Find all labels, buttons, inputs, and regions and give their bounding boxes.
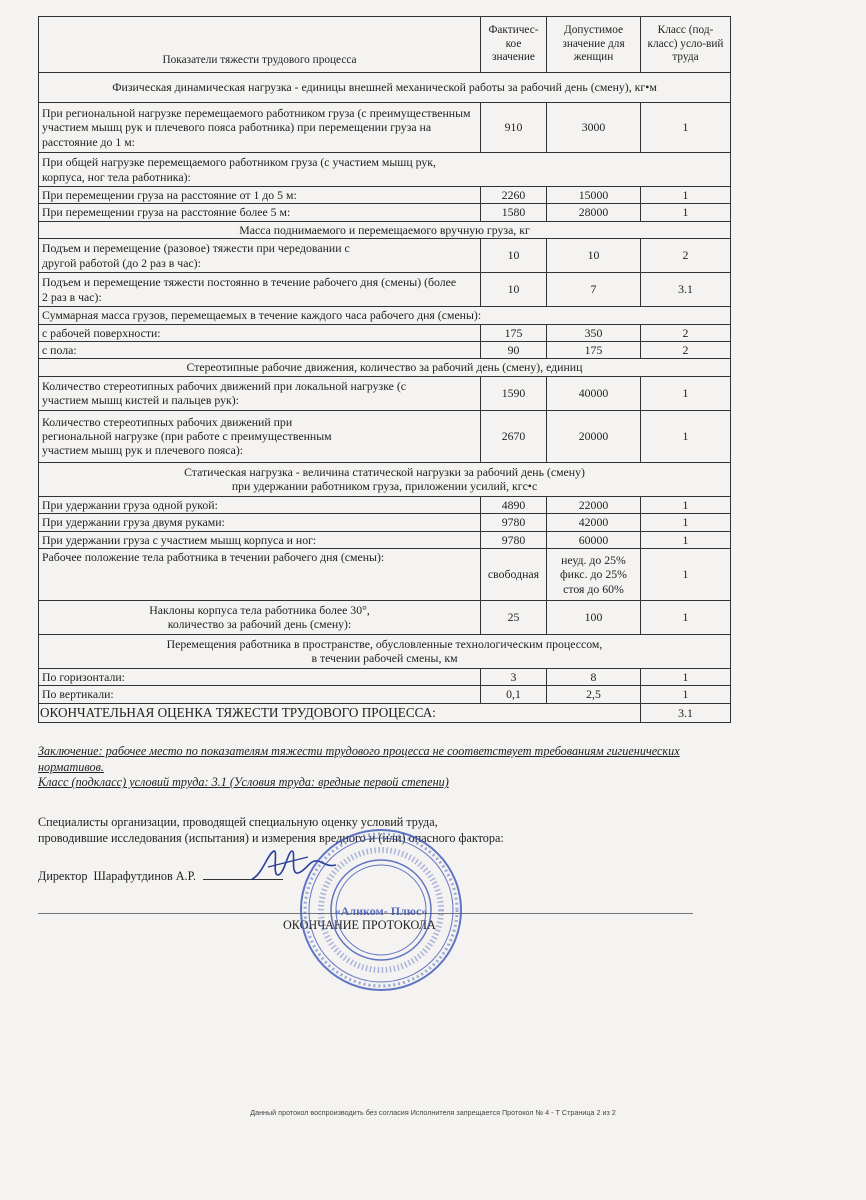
header-actual: Фактичес-кое значение [481, 17, 547, 73]
row-label: При удержании груза с участием мышц корпуса и ног: [39, 531, 481, 548]
row-allowed: 15000 [547, 187, 641, 204]
static-title-line2: при удержании работником груза, приложении усилий, кгс•с [231, 479, 538, 494]
row-allowed: 28000 [547, 204, 641, 221]
conclusion-block [38, 744, 738, 791]
row-class: 1 [641, 600, 731, 634]
end-of-protocol: ОКОНЧАНИЕ ПРОТОКОЛА [283, 918, 436, 932]
row-class: 1 [641, 187, 731, 204]
row-label: При перемещении груза на расстояние от 1 до 5 м: [39, 187, 481, 204]
director-label: Директор [38, 869, 88, 883]
row-label: При региональной нагрузке перемещаемого работником груза (с преимущественным участием мышц рук и плечевого пояса работника) при перемещении груза на расстояние до 1 м: [39, 103, 481, 153]
movement-title-line2: в течении рабочей смены, км [311, 651, 458, 666]
row-actual: 10 [481, 239, 547, 273]
row-class: 2 [641, 324, 731, 341]
posture-class: 1 [641, 548, 731, 600]
row-label: По горизонтали: [39, 668, 481, 685]
row-label: с пола: [39, 341, 481, 358]
table-row [39, 273, 731, 307]
section-title-row [39, 634, 731, 668]
table-row [39, 514, 731, 531]
row-label: По вертикали: [39, 686, 481, 703]
director-signature-line [38, 869, 283, 884]
row-class: 2 [641, 341, 731, 358]
section-title-row [39, 462, 731, 496]
row-actual: 3 [481, 668, 547, 685]
row-label: При удержании груза одной рукой: [39, 496, 481, 513]
posture-allowed-line1: неуд. до 25% [561, 552, 626, 567]
row-class: 1 [641, 668, 731, 685]
row-actual: 1590 [481, 376, 547, 410]
row-label: с рабочей поверхности: [39, 324, 481, 341]
row-actual: 0,1 [481, 686, 547, 703]
final-assessment-class: 3.1 [641, 703, 731, 722]
static-title-line1: Статическая нагрузка - величина статической нагрузки за рабочий день (смену) [184, 464, 585, 479]
section-title-row [39, 359, 731, 376]
row-allowed: 60000 [547, 531, 641, 548]
table-row [39, 204, 731, 221]
row-label: Количество стереотипных рабочих движений при региональной нагрузке (при работе с преимущественным участием мышц рук и плечевого пояса): [39, 410, 481, 462]
row-class: 1 [641, 531, 731, 548]
section-dynamic-load-title: Физическая динамическая нагрузка - единицы внешней механической работы за рабочий день (смену), кг•м [39, 73, 731, 103]
row-allowed: 20000 [547, 410, 641, 462]
table-row [39, 341, 731, 358]
final-assessment-row [39, 703, 731, 722]
bends-label [39, 600, 481, 634]
row-allowed: 100 [547, 600, 641, 634]
row-actual: 10 [481, 273, 547, 307]
sum-mass-label: Суммарная масса грузов, перемещаемых в течение каждого часа рабочего дня (смены): [39, 307, 731, 324]
general-load-label: При общей нагрузке перемещаемого работником груза (с участием мышц рук, корпуса, ног тела работника): [39, 153, 731, 187]
row-label: Подъем и перемещение тяжести постоянно в течение рабочего дня (смены) (более 2 раз в час): [39, 273, 481, 307]
subheader-row [39, 153, 731, 187]
bends-row [39, 600, 731, 634]
row-class: 1 [641, 204, 731, 221]
posture-allowed-line2: фикс. до 25% [559, 567, 627, 582]
table-header-row [39, 17, 731, 73]
posture-row [39, 548, 731, 600]
row-label: При перемещении груза на расстояние более 5 м: [39, 204, 481, 221]
header-allowed: Допустимое значение для женщин [547, 17, 641, 73]
row-allowed: 7 [547, 273, 641, 307]
row-label: Количество стереотипных рабочих движений при локальной нагрузке (с участием мышц кистей и пальцев рук): [39, 376, 481, 410]
conclusion-text [38, 744, 738, 775]
row-actual: 4890 [481, 496, 547, 513]
row-actual: 9780 [481, 514, 547, 531]
section-movement-title [39, 634, 731, 668]
bends-label-line1: Наклоны корпуса тела работника более 30°, [149, 603, 370, 618]
table-row [39, 686, 731, 703]
row-actual: 2260 [481, 187, 547, 204]
row-class: 1 [641, 496, 731, 513]
row-allowed: 42000 [547, 514, 641, 531]
section-static-title [39, 462, 731, 496]
row-class: 1 [641, 103, 731, 153]
row-class: 1 [641, 376, 731, 410]
conclusion-class-line: Класс (подкласс) условий труда: 3.1 (Условия труда: вредные первой степени) [38, 775, 449, 790]
row-class: 3.1 [641, 273, 731, 307]
row-class: 1 [641, 686, 731, 703]
row-allowed: 40000 [547, 376, 641, 410]
row-actual: 2670 [481, 410, 547, 462]
row-allowed: 2,5 [547, 686, 641, 703]
heaviness-table-container [38, 16, 730, 723]
posture-allowed [547, 548, 641, 600]
table-row [39, 376, 731, 410]
row-actual: 90 [481, 341, 547, 358]
row-actual: 910 [481, 103, 547, 153]
table-row [39, 410, 731, 462]
header-class: Класс (под-класс) усло-вий труда [641, 17, 731, 73]
row-allowed: 3000 [547, 103, 641, 153]
row-label: При удержании груза двумя руками: [39, 514, 481, 531]
specialists-line1: Специалисты организации, проводящей специальную оценку условий труда, [38, 815, 438, 829]
table-row [39, 668, 731, 685]
section-title-row [39, 73, 731, 103]
posture-actual: свободная [481, 548, 547, 600]
table-row [39, 324, 731, 341]
section-title-row [39, 221, 731, 238]
row-actual: 25 [481, 600, 547, 634]
posture-allowed-line3: стоя до 60% [563, 581, 624, 596]
subheader-row [39, 307, 731, 324]
director-name: Шарафутдинов А.Р. [93, 869, 196, 883]
table-row [39, 239, 731, 273]
organization-stamp-icon [296, 825, 466, 995]
section-stereotypic-title: Стереотипные рабочие движения, количество за рабочий день (смену), единиц [39, 359, 731, 376]
row-allowed: 350 [547, 324, 641, 341]
row-class: 2 [641, 239, 731, 273]
row-allowed: 175 [547, 341, 641, 358]
labor-heaviness-table [38, 16, 731, 723]
row-class: 1 [641, 514, 731, 531]
conclusion-class [38, 775, 738, 791]
table-row [39, 531, 731, 548]
row-allowed: 10 [547, 239, 641, 273]
final-assessment-label: ОКОНЧАТЕЛЬНАЯ ОЦЕНКА ТЯЖЕСТИ ТРУДОВОГО ПРОЦЕССА: [39, 703, 641, 722]
row-actual: 9780 [481, 531, 547, 548]
section-mass-title: Масса поднимаемого и перемещаемого вручную груза, кг [39, 221, 731, 238]
specialists-line2: проводившие исследования (испытания) и измерения вредного и (или) опасного фактора: [38, 830, 504, 845]
row-label: Подъем и перемещение (разовое) тяжести при чередовании с другой работой (до 2 раз в час): [39, 239, 481, 273]
bends-label-line2: количество за рабочий день (смену): [167, 617, 352, 632]
row-allowed: 8 [547, 668, 641, 685]
row-class: 1 [641, 410, 731, 462]
row-actual: 175 [481, 324, 547, 341]
table-row [39, 496, 731, 513]
row-allowed: 22000 [547, 496, 641, 513]
stamp-org-name: «Аликом- Плюс» [334, 904, 428, 918]
table-row [39, 103, 731, 153]
row-actual: 1580 [481, 204, 547, 221]
header-indicator: Показатели тяжести трудового процесса [39, 17, 481, 73]
movement-title-line1: Перемещения работника в пространстве, обусловленные технологическим процессом, [166, 637, 603, 652]
page-footer: Данный протокол воспроизводить без согласия Исполнителя запрещается Протокол № 4 - Т Страница 2 из 2 [250, 1108, 616, 1117]
conclusion-line: Заключение: рабочее место по показателям тяжести трудового процесса не соответствует требованиям гигиенических нормативов. [38, 744, 680, 774]
posture-label: Рабочее положение тела работника в течении рабочего дня (смены): [39, 548, 481, 600]
table-row [39, 187, 731, 204]
